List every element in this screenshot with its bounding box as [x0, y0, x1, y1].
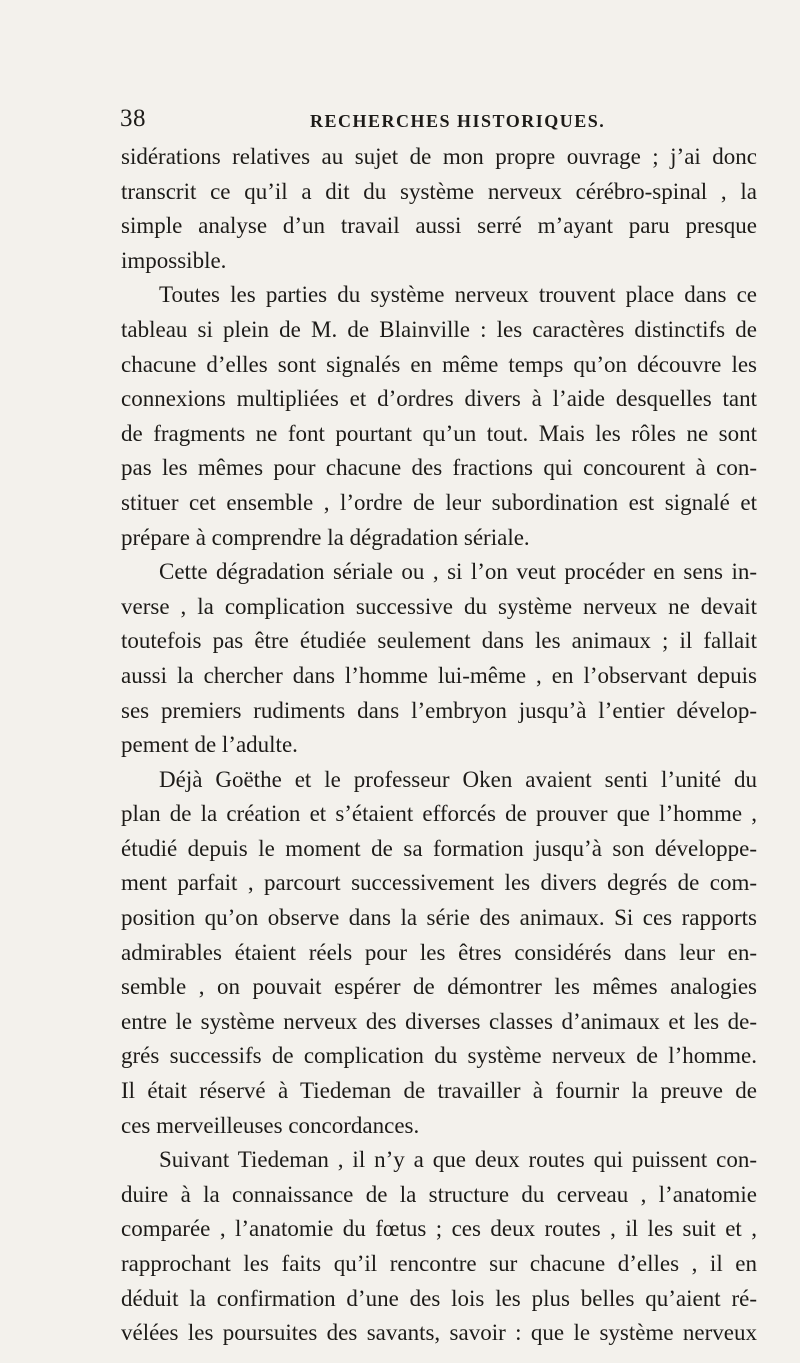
text-line: transcrit ce qu’il a dit du système nerveux cérébro-spinal , la [121, 178, 757, 204]
text-line: aussi la chercher dans l’homme lui-même , en l’observant depuis [121, 662, 757, 688]
text-line: ces merveilleuses concordances. [121, 1112, 420, 1138]
text-line: semble , on pouvait espérer de démontrer les mêmes analogies [121, 974, 757, 1000]
text-line: pement de l’adulte. [121, 732, 298, 758]
text-line: tableau si plein de M. de Blainville : les caractères distinctifs de [121, 316, 757, 342]
text-line: ment parfait , parcourt successivement les divers degrés de com- [121, 870, 757, 896]
text-line: Toutes les parties du système nerveux trouvent place dans ce [159, 282, 757, 308]
text-line: prépare à comprendre la dégradation sériale. [121, 524, 530, 550]
text-line: comparée , l’anatomie du fœtus ; ces deux routes , il les suit et , [121, 1216, 757, 1242]
text-line: connexions multipliées et d’ordres divers à l’aide desquelles tant [121, 386, 757, 412]
text-line: déduit la confirmation d’une des lois les plus belles qu’aient ré- [121, 1285, 757, 1311]
text-line: Suivant Tiedeman , il n’y a que deux routes qui puissent con- [159, 1147, 757, 1173]
page-number: 38 [120, 105, 146, 132]
text-line: étudié depuis le moment de sa formation jusqu’à son développe- [121, 835, 757, 861]
text-line: Déjà Goëthe et le professeur Oken avaient senti l’unité du [159, 766, 757, 792]
text-line: chacune d’elles sont signalés en même temps qu’on découvre les [121, 351, 757, 377]
text-line: Cette dégradation sériale ou , si l’on veut procéder en sens in- [159, 559, 757, 585]
body-text [121, 140, 757, 1351]
text-line: stituer cet ensemble , l’ordre de leur subordination est signalé et [121, 489, 757, 515]
text-line: duire à la connaissance de la structure du cerveau , l’anatomie [121, 1181, 757, 1207]
text-line: vélées les poursuites des savants, savoir : que le système nerveux [121, 1320, 757, 1346]
text-line: ses premiers rudiments dans l’embryon jusqu’à l’entier dévelop- [121, 697, 757, 723]
text-line: verse , la complication successive du système nerveux ne devait [121, 593, 757, 619]
text-line: Il était réservé à Tiedeman de travailler à fournir la preuve de [121, 1078, 757, 1104]
text-line: sidérations relatives au sujet de mon propre ouvrage ; j’ai donc [121, 144, 757, 169]
text-line: impossible. [121, 247, 227, 273]
running-head [120, 105, 760, 139]
text-line: de fragments ne font pourtant qu’un tout. Mais les rôles ne sont [121, 420, 757, 446]
running-title: RECHERCHES HISTORIQUES. [310, 111, 606, 131]
text-line: admirables étaient réels pour les êtres considérés dans leur en- [121, 939, 757, 965]
text-line: rapprochant les faits qu’il rencontre sur chacune d’elles , il en [121, 1251, 757, 1276]
text-line: simple analyse d’un travail aussi serré m’ayant paru presque [121, 213, 757, 239]
text-line: entre le système nerveux des diverses classes d’animaux et les de- [121, 1008, 757, 1034]
text-line: position qu’on observe dans la série des animaux. Si ces rapports [121, 905, 757, 931]
text-line: toutefois pas être étudiée seulement dans les animaux ; il fallait [121, 628, 757, 654]
text-line: plan de la création et s’étaient efforcés de prouver que l’homme , [121, 801, 757, 827]
text-line: pas les mêmes pour chacune des fractions qui concourent à con- [121, 455, 757, 481]
text-line: grés successifs de complication du système nerveux de l’homme. [121, 1043, 757, 1069]
